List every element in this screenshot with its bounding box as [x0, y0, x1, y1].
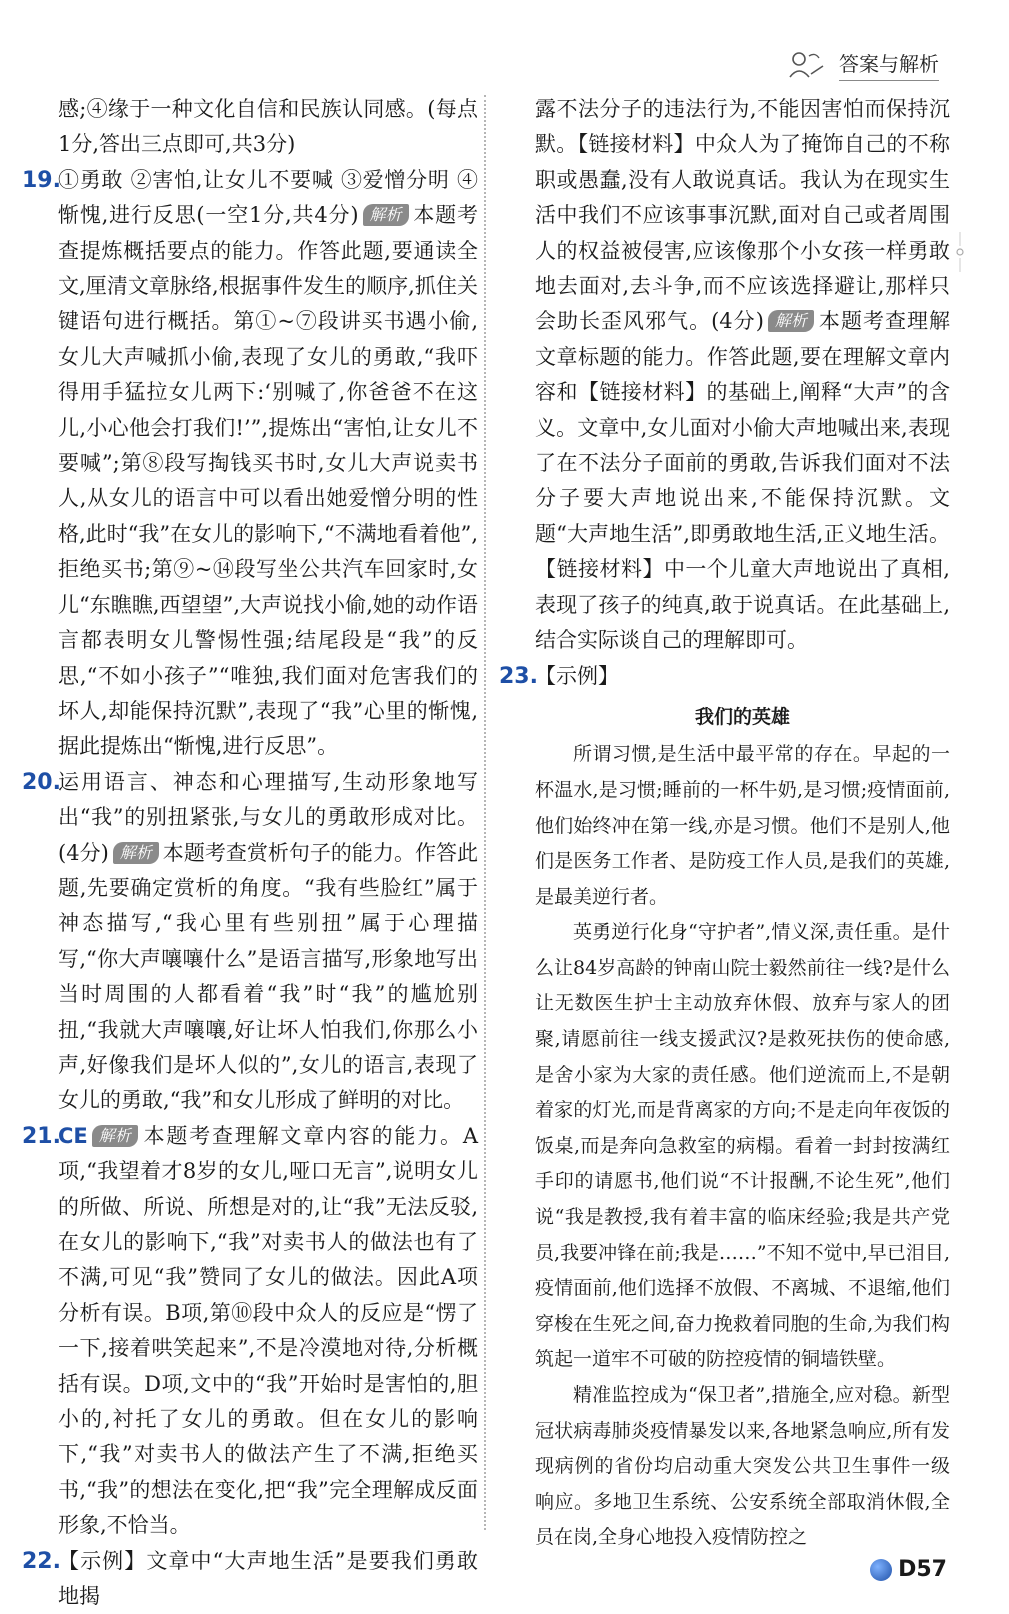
analysis-tag: 解析 — [768, 310, 814, 332]
question-number: 23. — [499, 663, 538, 689]
question-21 — [22, 1119, 478, 1544]
analysis-text: 本题考查理解文章标题的能力。作答此题,要在理解文章内容和【链接材料】的基础上,阐释“大声”的含义。文章中,女儿面对小偷大声地喊出来,表现了在不法分子面前的勇敢,告诉我们面对不法分子要大声地说出来,不能保持沉默。文题“大声地生活”,即勇敢地生活,正义地生活。【链接材料】中一个儿童大声地说出了真相,表现了孩子的纯真,敢于说真话。在此基础上,结合实际谈自己的理解即可。 — [535, 309, 951, 653]
essay-paragraph: 英勇逆行化身“守护者”,情义深,责任重。是什么让84岁高龄的钟南山院士毅然前往一线?是什么让无数医生护士主动放弃休假、放弃与家人的团聚,请愿前往一线支援武汉?是救死扶伤的使命感,是舍小家为大家的责任感。他们逆流而上,不是朝着家的灯光,而是背离家的方向;不是走向年夜饭的饭桌,而是奔向急救室的病榻。看着一封封按满红手印的请愿书,他们说“不计报酬,不论生死”,他们说“我是教授,我有着丰富的临床经验;我是共产党员,我要冲锋在前;我是……”不知不觉中,早已泪目,疫情面前,他们选择不放假、不离城、不退缩,他们穿梭在生死之间,奋力挽救着同胞的生命,为我们构筑起一道牢不可破的防控疫情的铜墙铁壁。 — [535, 921, 950, 1371]
page-dot-icon — [870, 1559, 892, 1581]
question-19 — [22, 163, 478, 765]
question-number: 20. — [22, 769, 61, 795]
answer-text: CE — [58, 1123, 88, 1148]
question-23 — [499, 659, 950, 694]
essay-title: 我们的英雄 — [694, 705, 790, 728]
analysis-text: 本题考查提炼概括要点的能力。作答此题,要通读全文,厘清文章脉络,根据事件发生的顺序,抓住关键语句进行概括。第①~⑦段讲买书遇小偷,女儿大声喊抓小偷,表现了女儿的勇敢,“我吓得用手猛拉女儿两下:‘别喊了,你爸爸不在这儿,小心他会打我们!’”,提炼出“害怕,让女儿不要喊”;第⑧段写掏钱买书时,女儿大声说卖书人,从女儿的语言中可以看出她爱憎分明的性格,此时“我”在女儿的影响下,“不满地看着他”,拒绝买书;第⑨~⑭段写坐公共汽车回家时,女儿“东瞧瞧,西望望”,大声说找小偷,她的动作语言都表明女儿警惕性强;结尾段是“我”的反思,“不如小孩子”“唯独,我们面对危害我们的坏人,却能保持沉默”,表现了“我”心里的惭愧,据此提炼出“惭愧,进行反思”。 — [58, 203, 478, 759]
column-divider — [484, 95, 486, 1530]
answer-text: 运用语言、神态和心理描写,生动形象地写出“我”的别扭紧张,与女儿的勇敢形成对比。(4分) — [58, 769, 478, 865]
binding-mark-icon — [955, 232, 965, 272]
question-22 — [22, 1544, 478, 1614]
left-column — [22, 92, 479, 1614]
header-title: 答案与解析 — [839, 48, 939, 81]
question-number: 22. — [22, 1548, 61, 1574]
essay-body — [505, 737, 950, 1556]
analysis-tag: 解析 — [113, 842, 159, 864]
example-label: 【示例】 — [535, 663, 619, 688]
intro-text: 感;④缘于一种文化自信和民族认同感。(每点1分,答出三点即可,共3分) — [58, 97, 478, 157]
page-number-text: D57 — [898, 1557, 947, 1582]
essay-paragraph: 精准监控成为“保卫者”,措施全,应对稳。新型冠状病毒肺炎疫情暴发以来,各地紧急响应,所有发现病例的省份均启动重大突发公共卫生事件一级响应。多地卫生系统、公安系统全部取消休假,全员在岗,全身心地投入疫情防控之 — [535, 1384, 950, 1549]
page-number — [870, 1557, 947, 1582]
answer-text: 露不法分子的违法行为,不能因害怕而保持沉默。【链接材料】中众人为了掩饰自己的不称职或愚蠢,没有人敢说真话。我认为在现实生活中我们不应该事事沉默,面对自己或者周围人的权益被侵害,应该像那个小女孩一样勇敢地去面对,去斗争,而不应该选择避让,那样只会助长歪风邪气。(4分) — [535, 97, 950, 334]
analysis-text: 本题考查理解文章内容的能力。A项,“我望着才8岁的女儿,哑口无言”,说明女儿的所做、所说、所想是对的,让“我”无法反驳,在女儿的影响下,“我”对卖书人的做法也有了不满,可见“我”赞同了女儿的做法。因此A项分析有误。B项,第⑩段中众人的反应是“愣了一下,接着哄笑起来”,不是冷漠地对待,分析概括有误。D项,文中的“我”开始时是害怕的,胆小的,衬托了女儿的勇敢。但在女儿的影响下,“我”对卖书人的做法产生了不满,拒绝买书,“我”的想法在变化,把“我”完全理解成反面形象,不恰当。 — [58, 1123, 478, 1538]
analysis-tag: 解析 — [92, 1125, 138, 1147]
answer-text: 【示例】文章中“大声地生活”是要我们勇敢地揭 — [58, 1548, 478, 1609]
page-header — [787, 48, 939, 81]
question-number: 19. — [22, 167, 61, 193]
essay-paragraph: 所谓习惯,是生活中最平常的存在。早起的一杯温水,是习惯;睡前的一杯牛奶,是习惯;疫情面前,他们始终冲在第一线,亦是习惯。他们不是别人,他们是医务工作者、是防疫工作人员,是我们的英雄,是最美逆行者。 — [535, 743, 950, 908]
right-column — [499, 92, 951, 1556]
question-20 — [22, 765, 479, 1119]
analysis-tag: 解析 — [363, 204, 409, 226]
answer-text: ①勇敢 ②害怕,让女儿不要喊 ③爱憎分明 ④惭愧,进行反思(一空1分,共4分) — [58, 167, 478, 228]
analysis-text: 本题考查赏析句子的能力。作答此题,先要确定赏析的角度。“我有些脸红”属于神态描写,“我心里有些别扭”属于心理描写,“你大声嚷嚷什么”是语言描写,形象地写出当时周围的人都看着“我”时“我”的尴尬别扭,“我就大声嚷嚷,好让坏人怕我们,你那么小声,好像我们是坏人似的”,女儿的语言,表现了女儿的勇敢,“我”和女儿形成了鲜明的对比。 — [58, 840, 479, 1113]
reading-person-icon — [787, 50, 827, 80]
question-22-continued — [505, 92, 950, 659]
question-number: 21. — [22, 1123, 61, 1149]
